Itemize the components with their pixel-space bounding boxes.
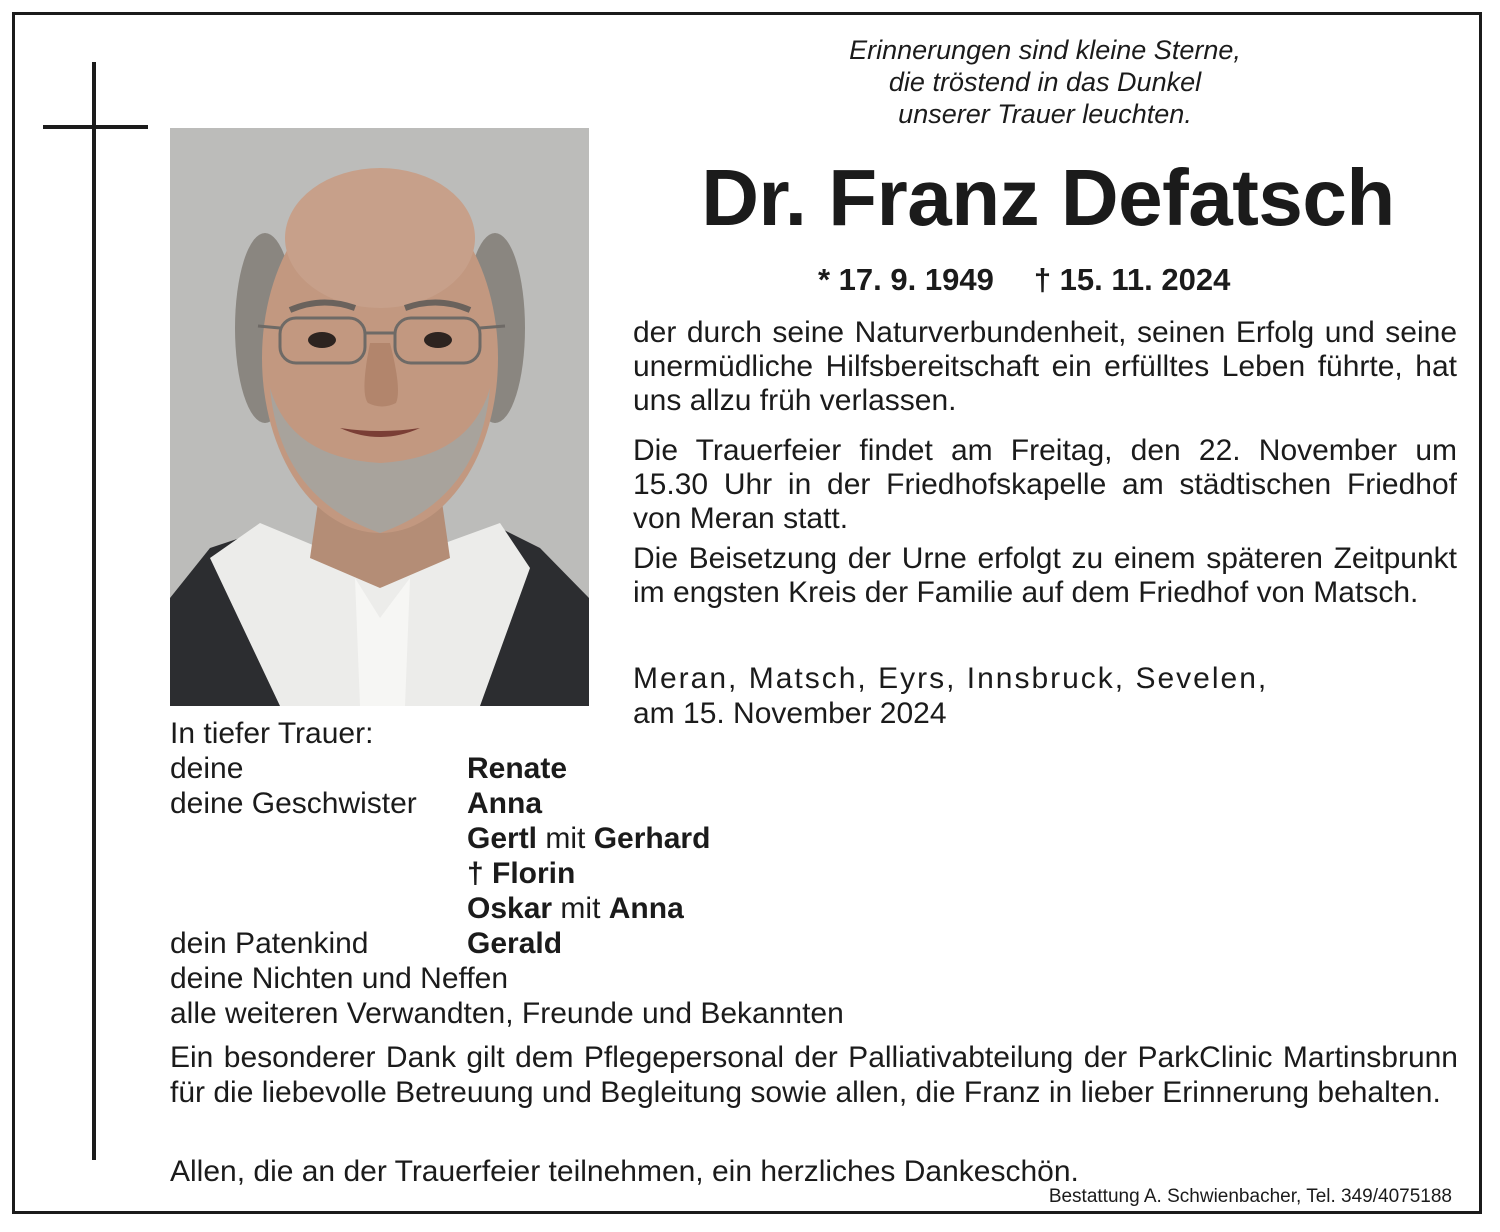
list-item — [170, 856, 1470, 891]
relation: deine Geschwister — [170, 787, 417, 820]
funeral-info: Die Trauerfeier findet am Freitag, den 22. November um 15.30 Uhr in der Friedhofskapelle am städtischen Friedhof von Meran statt. — [633, 434, 1457, 535]
life-dates — [818, 260, 1230, 300]
list-item: deine Nichten und Neffen — [170, 962, 509, 995]
portrait-photo — [170, 128, 589, 706]
quote-line: Erinnerungen sind kleine Sterne, — [849, 35, 1241, 65]
mourner-name: Oskar — [467, 892, 553, 925]
mourner-name: Gerhard — [593, 822, 711, 855]
attendee-thanks: Allen, die an der Trauerfeier teilnehmen, ein herzliches Dankeschön. — [170, 1155, 1079, 1188]
mourner-name: Renate — [467, 752, 568, 785]
list-item — [170, 821, 1470, 856]
mourner-name: † Florin — [467, 857, 576, 890]
list-item — [170, 751, 1470, 786]
mourner-name: Anna — [467, 787, 542, 820]
list-item — [170, 926, 1470, 961]
notice-date: am 15. November 2024 — [633, 697, 947, 730]
tribute-text: der durch seine Naturverbundenheit, seinen Erfolg und seine unermüdliche Hilfsbereitschaft ein erfülltes Leben führte, hat uns allzu früh verlassen. — [633, 316, 1457, 417]
birth-date: * 17. 9. 1949 — [818, 262, 994, 297]
quote-line: die tröstend in das Dunkel — [888, 67, 1202, 97]
mourners-heading: In tiefer Trauer: — [170, 717, 374, 750]
special-thanks: Ein besonderer Dank gilt dem Pflegepersonal der Palliativabteilung der ParkClinic Martinsbrunn für die liebevolle Betreuung und Begleitung sowie allen, die Franz in lieber Erinnerung behalten. — [170, 1041, 1458, 1109]
list-item — [170, 786, 1470, 821]
funeral-home-footer: Bestattung A. Schwienbacher, Tel. 349/4075188 — [1048, 1186, 1452, 1207]
with-word: mit — [560, 892, 601, 925]
deceased-name: Dr. Franz Defatsch — [701, 153, 1395, 242]
quote-line: unserer Trauer leuchten. — [898, 99, 1192, 129]
mourners-list — [170, 716, 1470, 1031]
places: Meran, Matsch, Eyrs, Innsbruck, Sevelen, — [633, 662, 1269, 695]
death-date: † 15. 11. 2024 — [1033, 262, 1231, 297]
memorial-quote — [790, 34, 1300, 130]
with-word: mit — [545, 822, 586, 855]
mourner-name: Gerald — [467, 927, 563, 960]
burial-info: Die Beisetzung der Urne erfolgt zu einem späteren Zeitpunkt im engsten Kreis der Familie auf dem Friedhof von Matsch. — [633, 542, 1457, 609]
mourner-name: Anna — [608, 892, 684, 925]
relation: dein Patenkind — [170, 927, 369, 960]
relation: deine — [170, 752, 244, 785]
mourner-name: Gertl — [467, 822, 538, 855]
list-item: alle weiteren Verwandten, Freunde und Bekannten — [170, 997, 844, 1030]
list-item — [170, 891, 1470, 926]
